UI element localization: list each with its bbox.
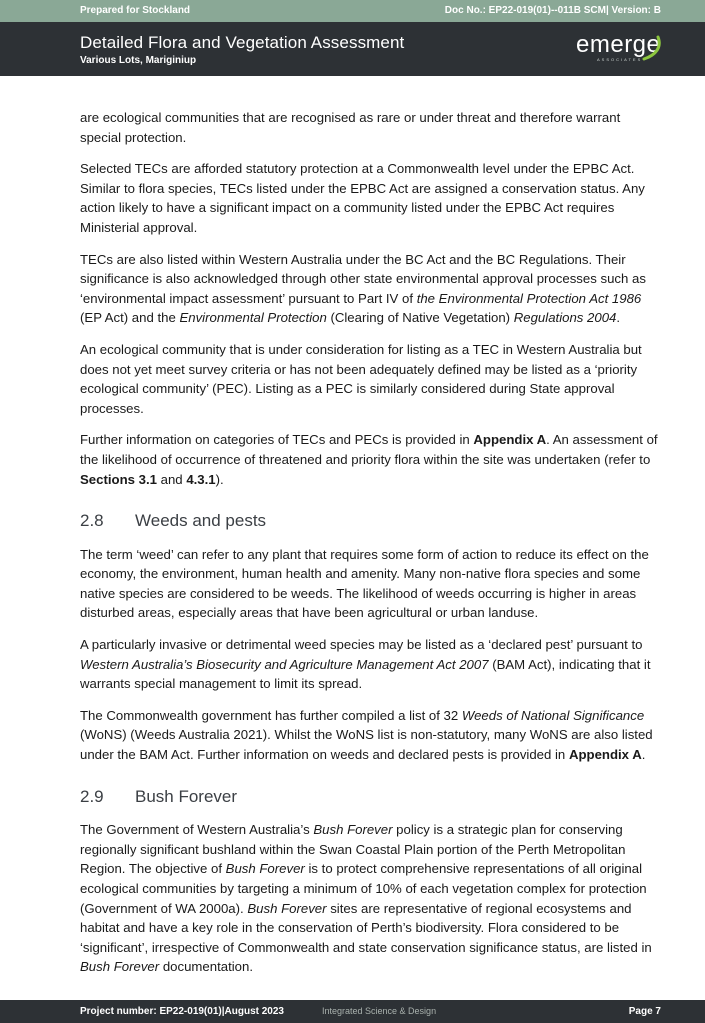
top-info-bar xyxy=(0,0,705,22)
paragraph: Further information on categories of TECs and PECs is provided in Appendix A. An assessment of the likelihood of occurrence of threatened and priority flora within the site was undertaken (refer to Sections 3.1 and 4.3.1). xyxy=(80,432,658,487)
section-heading-weeds: 2.8 Weeds and pests xyxy=(80,511,267,531)
paragraph: are ecological communities that are recognised as rare or under threat and therefore warrant special protection. xyxy=(80,110,621,145)
paragraph: The Commonwealth government has further compiled a list of 32 Weeds of National Significance (WoNS) (Weeds Australia 2021). Whilst the WoNS list is non-statutory, many WoNS are also listed under the BAM Act. Further information on weeds and declared pests is provided in Appendix A. xyxy=(80,707,653,763)
section-heading-bush-forever: 2.9 Bush Forever xyxy=(80,786,238,806)
prepared-for-label: Prepared for Stockland xyxy=(80,5,191,16)
appendix-a-reference: Appendix A xyxy=(473,432,547,448)
document-number-label: Doc No.: EP22-019(01)--011B SCM| Version: B xyxy=(444,5,661,16)
logo-wordmark: emerge xyxy=(576,31,661,58)
paragraph: Selected TECs are afforded statutory protection at a Commonwealth level under the EPBC Act. Similar to flora species, TECs listed under the EPBC Act are assigned a conservation status. Any action likely to have a significant impact on a community listed under the EPBC Act requires Ministerial approval. xyxy=(80,161,645,235)
sections-reference: Sections 3.1 xyxy=(80,471,157,487)
logo-swoosh-icon xyxy=(640,33,664,63)
appendix-a-reference: Appendix A xyxy=(568,747,642,763)
page-footer xyxy=(0,1000,705,1023)
footer-tagline: Integrated Science & Design xyxy=(322,1006,437,1016)
page-number: Page 7 xyxy=(628,1006,661,1017)
document-subtitle: Various Lots, Mariginiup xyxy=(80,55,197,66)
logo-tagline: ASSOCIATES xyxy=(597,57,643,62)
paragraph: The Government of Western Australia’s Bush Forever policy is a strategic plan for conserving regionally significant bushland within the Swan Coastal Plain portion of the Perth Metropolitan Region. The objective of Bush Forever is to protect comprehensive representations of all original ecological communities by targeting a minimum of 10% of each vegetation complex for protection (Government of WA 2000a). Bush Forever sites are representative of regional ecosystems and habitat and have a key role in the conservation of Perth’s biodiversity. Flora considered to be ‘significant’, irrespective of Commonwealth and state conservation significance status, are listed in Bush Forever documentation. xyxy=(80,822,652,975)
page-body xyxy=(80,108,662,989)
section-reference: 4.3.1 xyxy=(186,471,216,487)
paragraph: A particularly invasive or detrimental weed species may be listed as a ‘declared pest’ pursuant to Western Australia’s Biosecurity and Agriculture Management Act 2007 (BAM Act), indicating that it warrants special management to limit its spread. xyxy=(80,637,651,692)
paragraph: TECs are also listed within Western Australia under the BC Act and the BC Regulations. Their significance is also acknowledged through other state environmental approval processes such as ‘environmental impact assessment’ pursuant to Part IV of the Environmental Protection Act 1986 (EP Act) and the Environmental Protection (Clearing of Native Vegetation) Regulations 2004. xyxy=(80,251,646,326)
project-number-label: Project number: EP22-019(01)|August 2023 xyxy=(80,1006,284,1017)
emerge-logo xyxy=(560,31,670,65)
document-header xyxy=(0,22,705,76)
document-title: Detailed Flora and Vegetation Assessment xyxy=(80,33,405,52)
paragraph: An ecological community that is under consideration for listing as a TEC in Western Australia but does not yet meet survey criteria or has not been adequately defined may be listed as a ‘priority ecological community’ (PEC). Listing as a PEC is similarly considered during State approval processes. xyxy=(80,341,642,416)
paragraph: The term ‘weed’ can refer to any plant that requires some form of action to reduce its effect on the economy, the environment, human health and amenity. Many non-native flora species and some native species are considered to be weeds. The likelihood of weeds occurring is higher in areas disturbed areas, especially areas that have been agricultural or urban landuse. xyxy=(80,546,649,621)
